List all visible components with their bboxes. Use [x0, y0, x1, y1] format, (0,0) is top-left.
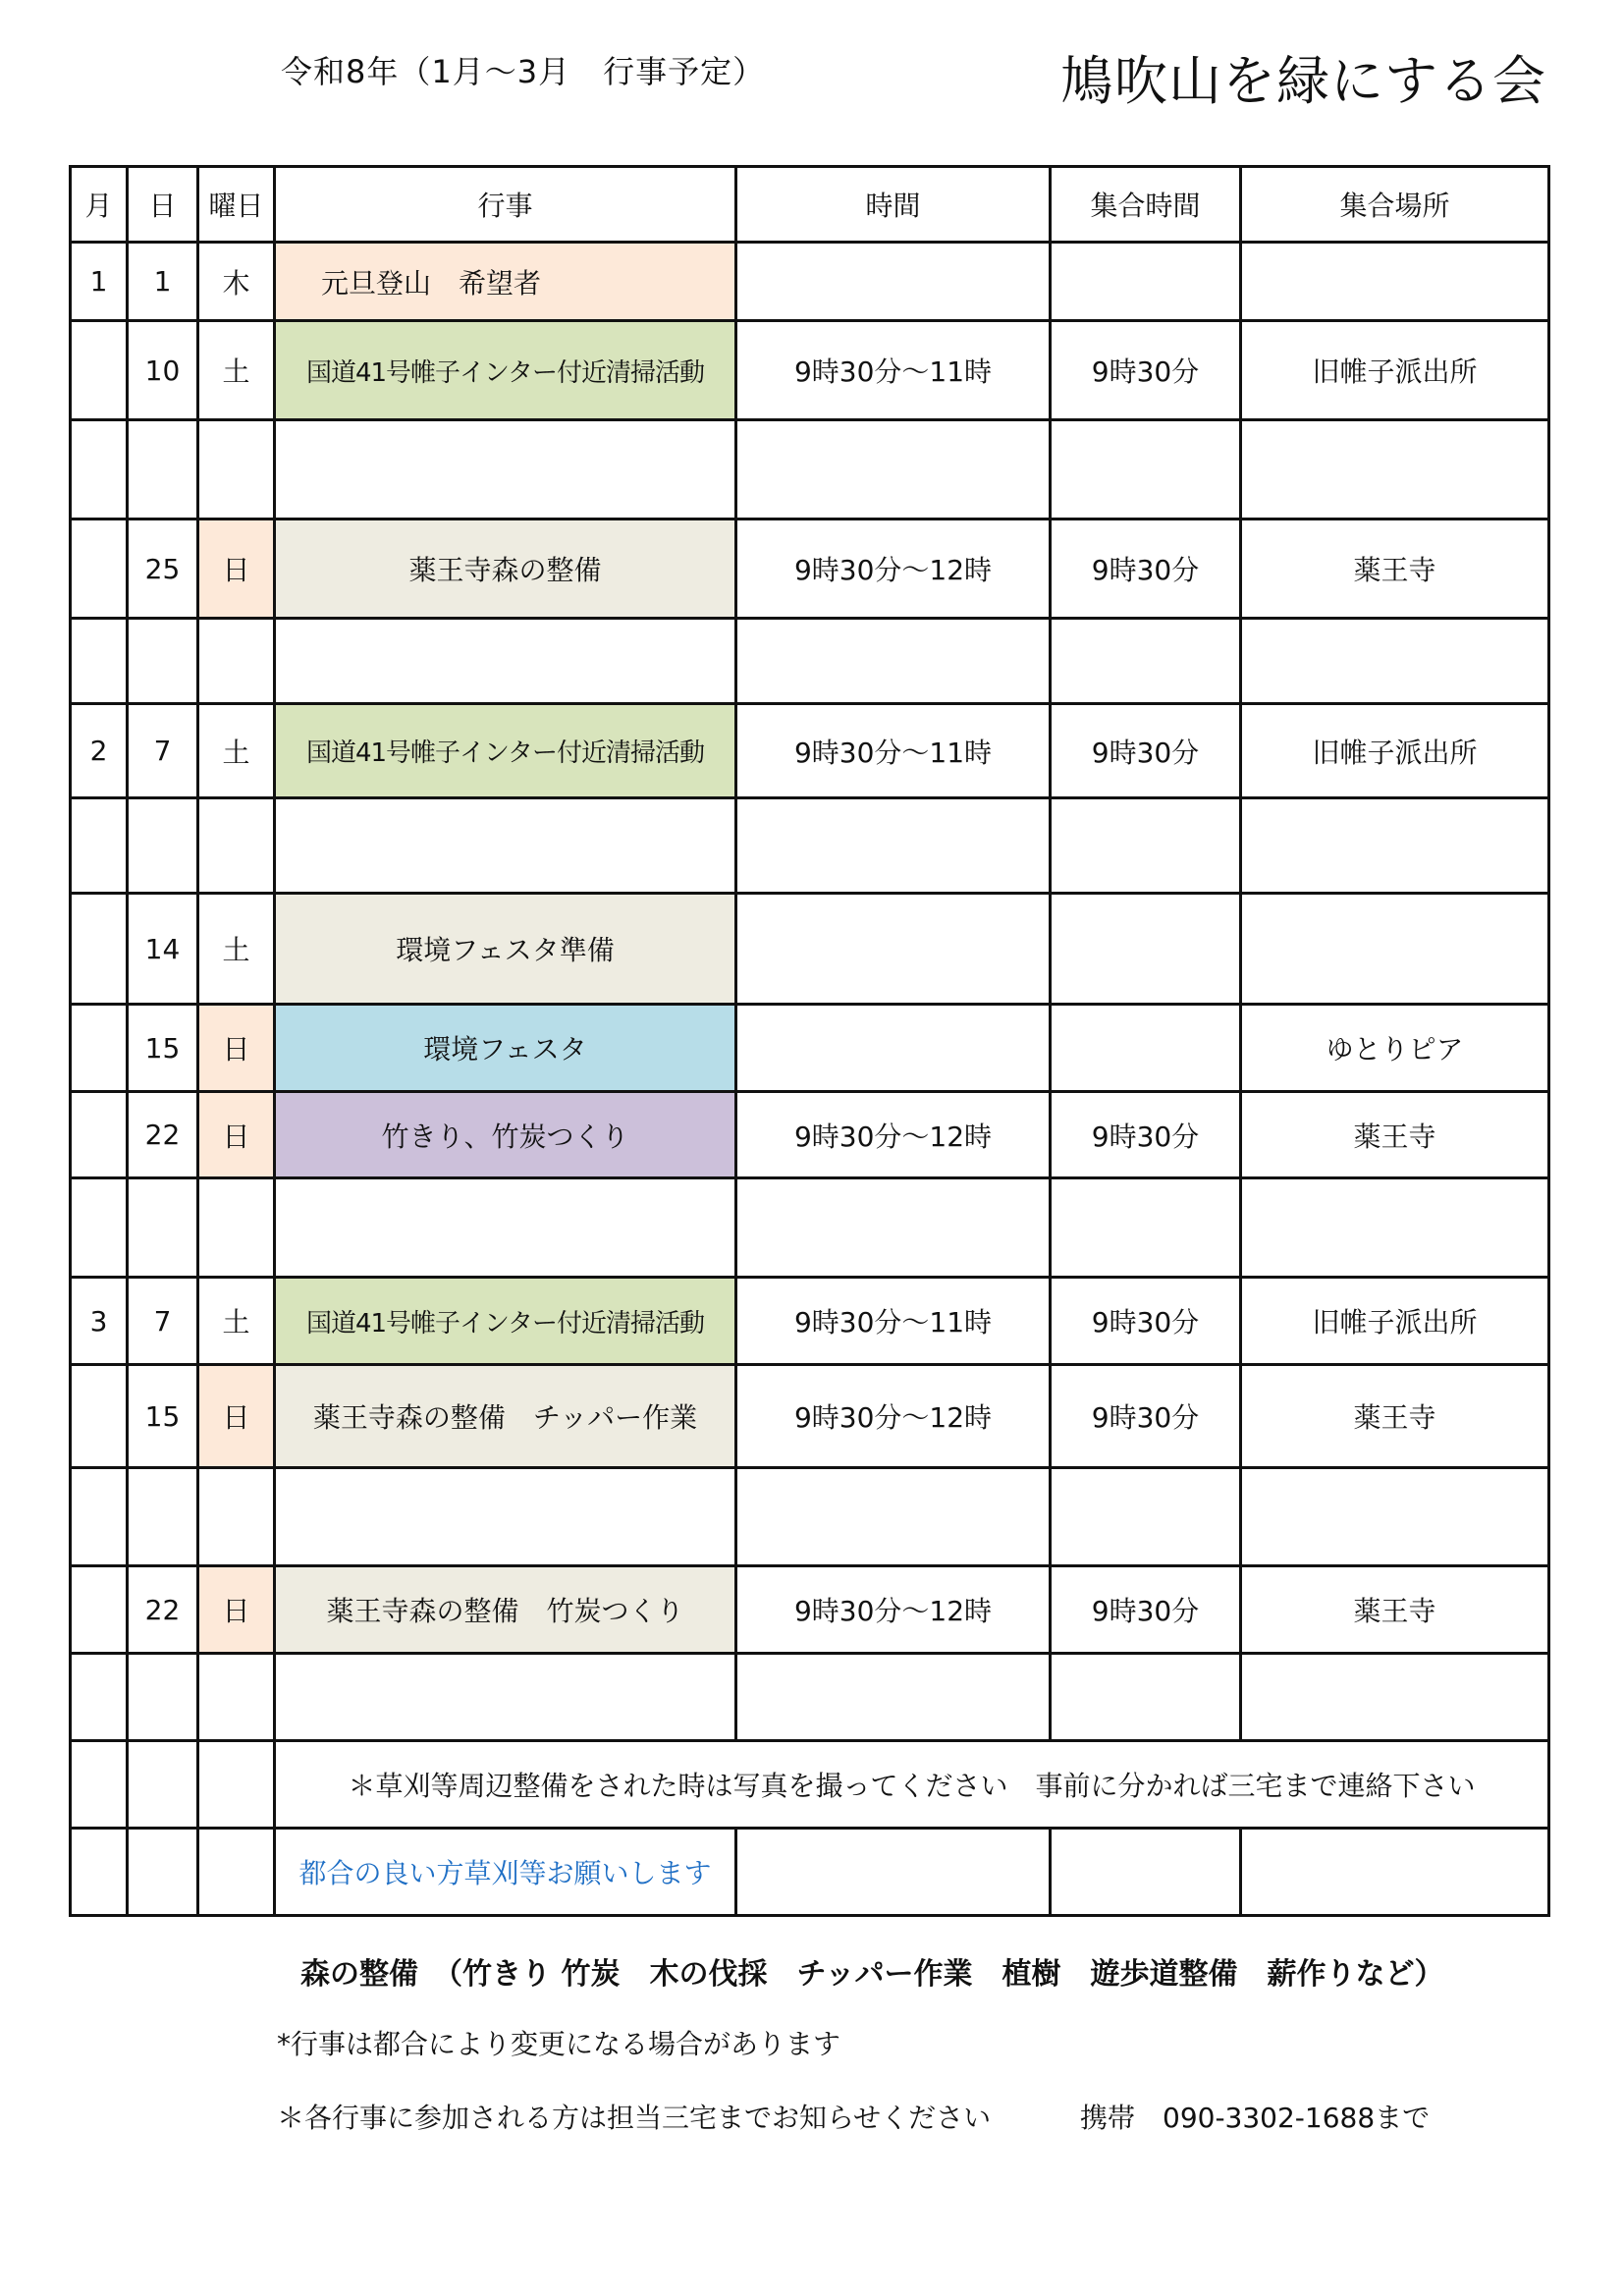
- meet-time-cell: 9時30分: [1051, 1278, 1241, 1365]
- meet-place-cell: 薬王寺: [1241, 1365, 1549, 1468]
- meet-place-cell: 旧帷子派出所: [1241, 704, 1549, 798]
- meet-place-cell: [1241, 1178, 1549, 1278]
- schedule-table: [69, 165, 1550, 1917]
- meet-time-cell: 9時30分: [1051, 1092, 1241, 1178]
- table-row: [71, 1566, 1549, 1654]
- weekday-cell: 日: [198, 1092, 275, 1178]
- col-event: 行事: [275, 167, 736, 243]
- weekday-cell: [198, 1468, 275, 1566]
- month-cell: [71, 1178, 128, 1278]
- month-cell: 2: [71, 704, 128, 798]
- col-meet-place: 集合場所: [1241, 167, 1549, 243]
- meet-place-cell: [1241, 1468, 1549, 1566]
- event-cell: 国道41号帷子インター付近清掃活動: [275, 704, 736, 798]
- table-row: [71, 619, 1549, 704]
- meet-time-cell: [1051, 1654, 1241, 1741]
- table-row: [71, 1178, 1549, 1278]
- meet-place-cell: ゆとりピア: [1241, 1005, 1549, 1092]
- weekday-cell: [198, 1654, 275, 1741]
- weekday-cell: [198, 798, 275, 894]
- time-cell: 9時30分～12時: [736, 1365, 1051, 1468]
- event-cell: [275, 798, 736, 894]
- time-cell: 9時30分～11時: [736, 321, 1051, 420]
- time-cell: [736, 1178, 1051, 1278]
- org-name: 鳩吹山を緑にする会: [1060, 50, 1546, 112]
- forest-work-note: 森の整備 （竹きり 竹炭 木の伐採 チッパー作業 植樹 遊歩道整備 薪作りなど）: [300, 1957, 1444, 1992]
- weekday-cell: 土: [198, 1278, 275, 1365]
- note-row: [71, 1829, 1549, 1916]
- weekday-cell: 日: [198, 1365, 275, 1468]
- event-cell: 国道41号帷子インター付近清掃活動: [275, 1278, 736, 1365]
- time-cell: [736, 1005, 1051, 1092]
- table-row: [71, 321, 1549, 420]
- meet-place-cell: 薬王寺: [1241, 519, 1549, 619]
- month-cell: [71, 1468, 128, 1566]
- meet-place-cell: 旧帷子派出所: [1241, 321, 1549, 420]
- meet-time-cell: [1051, 894, 1241, 1005]
- meet-place-cell: 旧帷子派出所: [1241, 1278, 1549, 1365]
- meet-time-cell: [1051, 243, 1241, 321]
- table-row: [71, 1365, 1549, 1468]
- meet-time-cell: 9時30分: [1051, 519, 1241, 619]
- meet-place-cell: [1241, 243, 1549, 321]
- time-cell: 9時30分～11時: [736, 704, 1051, 798]
- meet-place-cell: [1241, 894, 1549, 1005]
- time-cell: [736, 894, 1051, 1005]
- weekday-cell: 木: [198, 243, 275, 321]
- day-cell: [128, 1829, 198, 1916]
- event-cell: [275, 1178, 736, 1278]
- photo-request-note: ＊草刈等周辺整備をされた時は写真を撮ってください 事前に分かれば三宅まで連絡下さい: [275, 1741, 1549, 1829]
- meet-time-cell: 9時30分: [1051, 321, 1241, 420]
- meet-time-cell: 9時30分: [1051, 1365, 1241, 1468]
- month-cell: 1: [71, 243, 128, 321]
- time-cell: [736, 1829, 1051, 1916]
- month-cell: [71, 619, 128, 704]
- meet-place-cell: 薬王寺: [1241, 1092, 1549, 1178]
- weekday-cell: 日: [198, 1566, 275, 1654]
- time-cell: 9時30分～12時: [736, 1566, 1051, 1654]
- weekday-cell: [198, 1178, 275, 1278]
- day-cell: 1: [128, 243, 198, 321]
- meet-time-cell: [1051, 1005, 1241, 1092]
- meet-place-cell: [1241, 1829, 1549, 1916]
- meet-time-cell: [1051, 420, 1241, 519]
- grass-request-note: 都合の良い方草刈等お願いします: [275, 1829, 736, 1916]
- col-day: 日: [128, 167, 198, 243]
- time-cell: [736, 1468, 1051, 1566]
- weekday-cell: [198, 1829, 275, 1916]
- month-cell: [71, 1005, 128, 1092]
- month-cell: [71, 321, 128, 420]
- meet-place-cell: [1241, 798, 1549, 894]
- day-cell: [128, 420, 198, 519]
- event-cell: [275, 619, 736, 704]
- table-row: [71, 704, 1549, 798]
- weekday-cell: [198, 420, 275, 519]
- weekday-cell: 土: [198, 704, 275, 798]
- time-cell: [736, 798, 1051, 894]
- meet-place-cell: 薬王寺: [1241, 1566, 1549, 1654]
- time-cell: 9時30分～12時: [736, 1092, 1051, 1178]
- time-cell: 9時30分～11時: [736, 1278, 1051, 1365]
- period-title: 令和8年（1月～3月 行事予定）: [281, 53, 766, 90]
- meet-time-cell: [1051, 1829, 1241, 1916]
- day-cell: [128, 619, 198, 704]
- table-row: [71, 243, 1549, 321]
- phone-number: 携帯 090-3302-1688まで: [1080, 2102, 1431, 2134]
- event-cell: 国道41号帷子インター付近清掃活動: [275, 321, 736, 420]
- day-cell: [128, 1741, 198, 1829]
- day-cell: 10: [128, 321, 198, 420]
- day-cell: 14: [128, 894, 198, 1005]
- month-cell: [71, 798, 128, 894]
- event-cell: 薬王寺森の整備 チッパー作業: [275, 1365, 736, 1468]
- meet-time-cell: [1051, 798, 1241, 894]
- time-cell: [736, 420, 1051, 519]
- weekday-cell: 日: [198, 519, 275, 619]
- meet-time-cell: [1051, 619, 1241, 704]
- event-cell: 元旦登山 希望者: [275, 243, 736, 321]
- month-cell: [71, 1365, 128, 1468]
- time-cell: [736, 243, 1051, 321]
- event-cell: [275, 1468, 736, 1566]
- day-cell: [128, 1178, 198, 1278]
- note-row: [71, 1741, 1549, 1829]
- day-cell: 25: [128, 519, 198, 619]
- month-cell: [71, 894, 128, 1005]
- header-row: [71, 167, 1549, 243]
- day-cell: 7: [128, 704, 198, 798]
- event-cell: 竹きり、竹炭つくり: [275, 1092, 736, 1178]
- meet-place-cell: [1241, 1654, 1549, 1741]
- table-row: [71, 1468, 1549, 1566]
- table-row: [71, 420, 1549, 519]
- event-cell: 薬王寺森の整備 竹炭つくり: [275, 1566, 736, 1654]
- day-cell: 15: [128, 1365, 198, 1468]
- contact-notice: ＊各行事に参加される方は担当三宅までお知らせください: [277, 2102, 992, 2134]
- month-cell: [71, 519, 128, 619]
- time-cell: [736, 1654, 1051, 1741]
- day-cell: 22: [128, 1566, 198, 1654]
- meet-time-cell: 9時30分: [1051, 1566, 1241, 1654]
- weekday-cell: 日: [198, 1005, 275, 1092]
- event-cell: 環境フェスタ: [275, 1005, 736, 1092]
- event-cell: 環境フェスタ準備: [275, 894, 736, 1005]
- table-row: [71, 1278, 1549, 1365]
- month-cell: [71, 1654, 128, 1741]
- change-notice: *行事は都合により変更になる場合があります: [277, 2028, 841, 2060]
- meet-place-cell: [1241, 420, 1549, 519]
- month-cell: [71, 1092, 128, 1178]
- meet-time-cell: [1051, 1468, 1241, 1566]
- weekday-cell: [198, 1741, 275, 1829]
- day-cell: [128, 798, 198, 894]
- day-cell: 7: [128, 1278, 198, 1365]
- weekday-cell: 土: [198, 321, 275, 420]
- event-cell: 薬王寺森の整備: [275, 519, 736, 619]
- table-row: [71, 894, 1549, 1005]
- table-row: [71, 1092, 1549, 1178]
- day-cell: 15: [128, 1005, 198, 1092]
- weekday-cell: 土: [198, 894, 275, 1005]
- meet-time-cell: [1051, 1178, 1241, 1278]
- time-cell: 9時30分～12時: [736, 519, 1051, 619]
- col-month: 月: [71, 167, 128, 243]
- col-time: 時間: [736, 167, 1051, 243]
- event-cell: [275, 420, 736, 519]
- meet-place-cell: [1241, 619, 1549, 704]
- time-cell: [736, 619, 1051, 704]
- table-row: [71, 519, 1549, 619]
- month-cell: [71, 420, 128, 519]
- month-cell: [71, 1829, 128, 1916]
- day-cell: 22: [128, 1092, 198, 1178]
- day-cell: [128, 1654, 198, 1741]
- weekday-cell: [198, 619, 275, 704]
- month-cell: [71, 1566, 128, 1654]
- day-cell: [128, 1468, 198, 1566]
- table-row: [71, 1005, 1549, 1092]
- table-row: [71, 798, 1549, 894]
- col-weekday: 曜日: [198, 167, 275, 243]
- table-row: [71, 1654, 1549, 1741]
- month-cell: [71, 1741, 128, 1829]
- col-meet-time: 集合時間: [1051, 167, 1241, 243]
- event-cell: [275, 1654, 736, 1741]
- month-cell: 3: [71, 1278, 128, 1365]
- meet-time-cell: 9時30分: [1051, 704, 1241, 798]
